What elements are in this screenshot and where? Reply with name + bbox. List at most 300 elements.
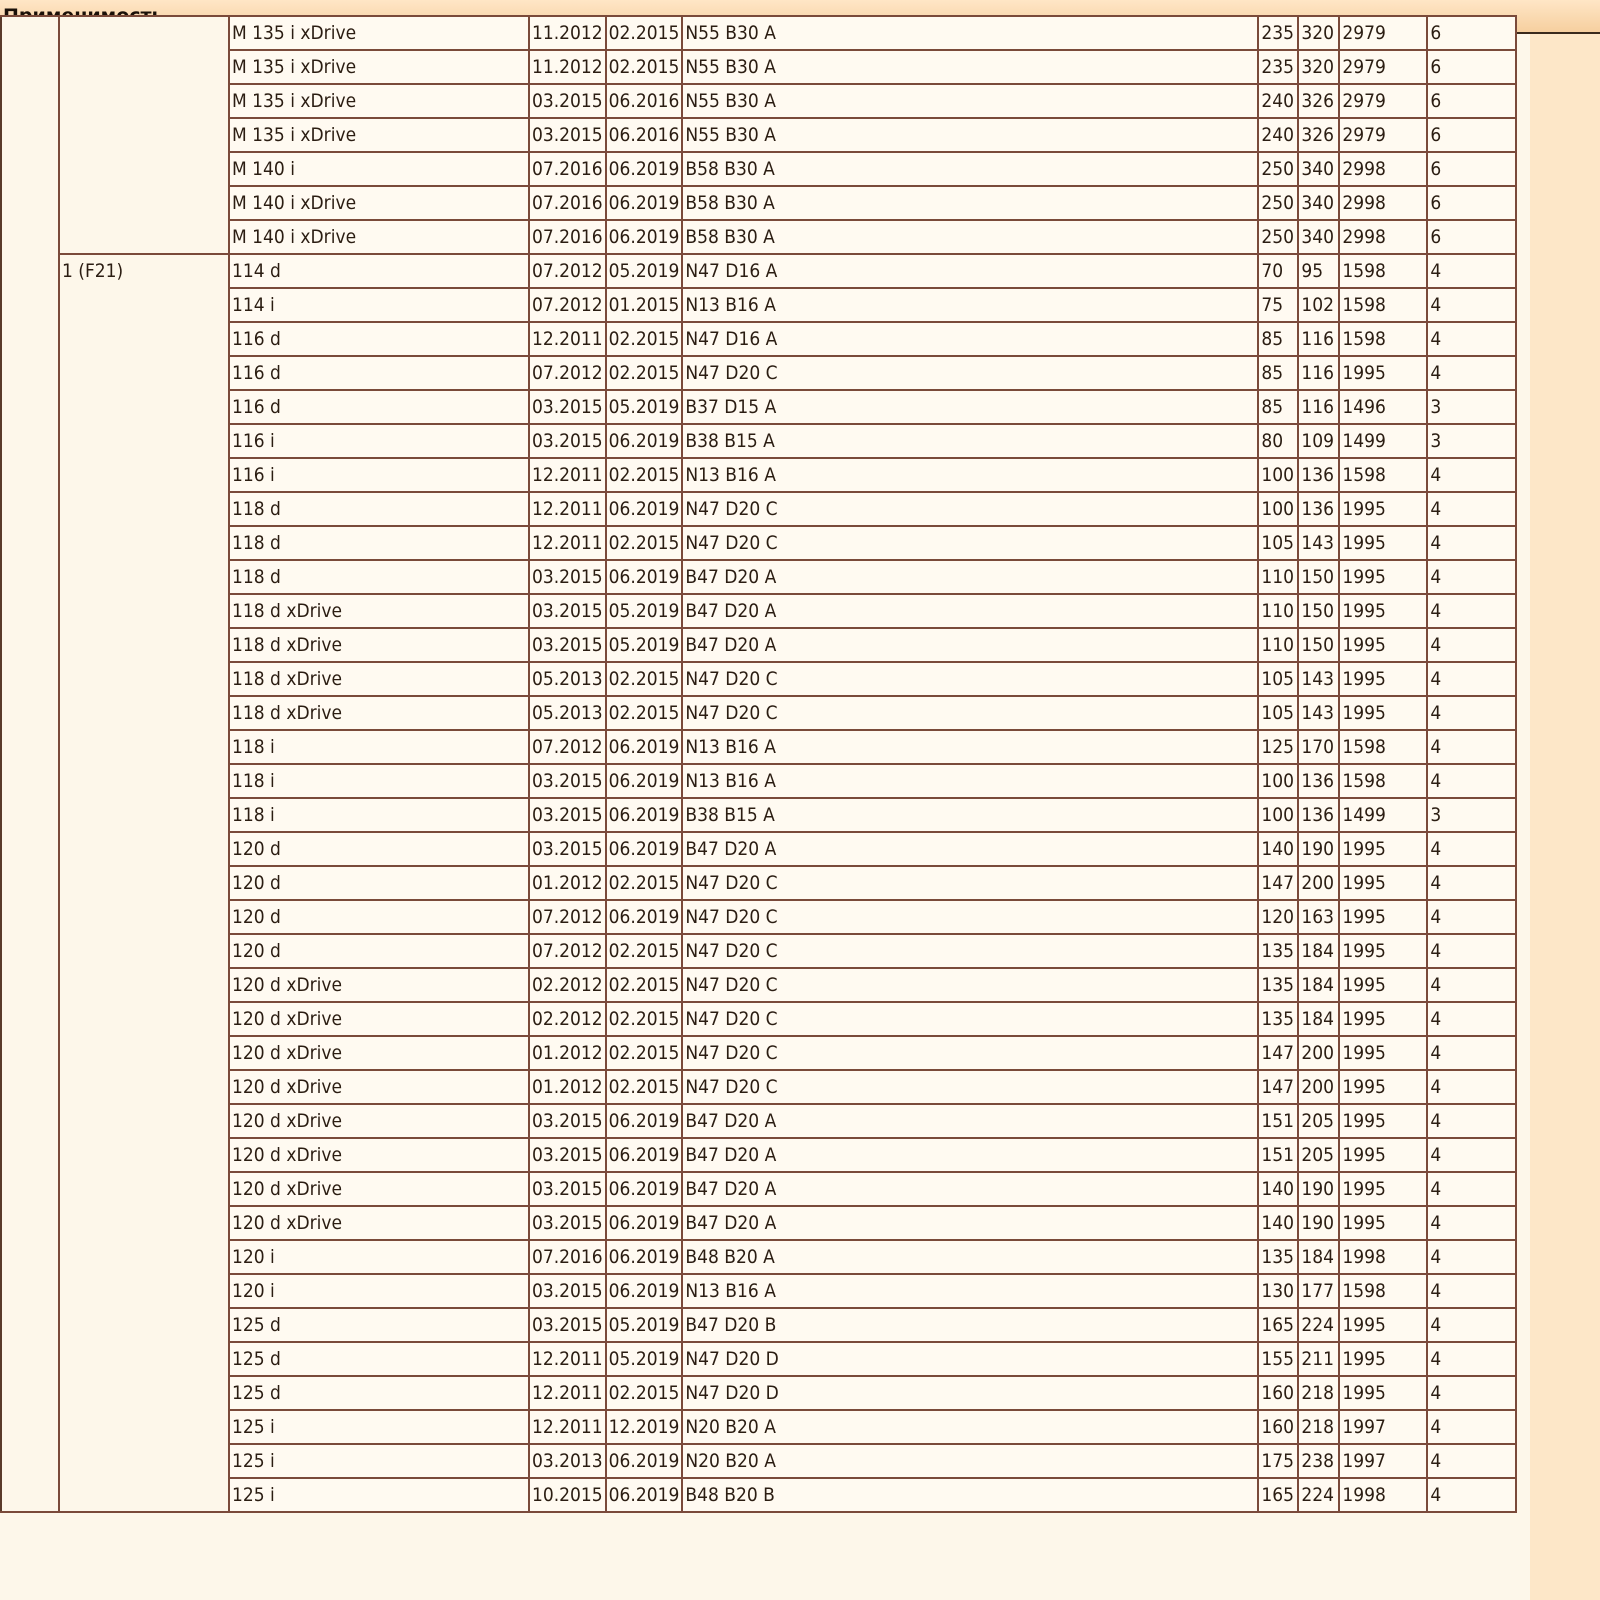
tree-indent-cell xyxy=(1,16,59,1512)
cylinders-cell: 4 xyxy=(1427,1240,1516,1274)
to-date-cell: 02.2015 xyxy=(606,1002,683,1036)
model-cell: M 135 i xDrive xyxy=(229,16,529,50)
model-cell: 120 d xyxy=(229,934,529,968)
to-date-cell: 02.2015 xyxy=(606,1376,683,1410)
engine-code-cell: B47 D20 A xyxy=(682,560,1258,594)
engine-code-cell: B47 D20 A xyxy=(682,1104,1258,1138)
to-date-cell: 05.2019 xyxy=(606,254,683,288)
ccm-cell: 1995 xyxy=(1339,1104,1427,1138)
hp-cell: 150 xyxy=(1298,594,1339,628)
to-date-cell: 02.2015 xyxy=(606,356,683,390)
from-date-cell: 03.2015 xyxy=(529,628,606,662)
engine-code-cell: N47 D20 C xyxy=(682,492,1258,526)
kw-cell: 175 xyxy=(1258,1444,1298,1478)
table-row xyxy=(1,322,1516,356)
engine-code-cell: N47 D20 C xyxy=(682,696,1258,730)
ccm-cell: 1995 xyxy=(1339,900,1427,934)
to-date-cell: 06.2019 xyxy=(606,1444,683,1478)
table-row xyxy=(1,798,1516,832)
model-cell: 120 i xyxy=(229,1274,529,1308)
ccm-cell: 1995 xyxy=(1339,356,1427,390)
from-date-cell: 12.2011 xyxy=(529,1376,606,1410)
hp-cell: 224 xyxy=(1298,1308,1339,1342)
to-date-cell: 02.2015 xyxy=(606,458,683,492)
hp-cell: 150 xyxy=(1298,560,1339,594)
cylinders-cell: 4 xyxy=(1427,1104,1516,1138)
cylinders-cell: 4 xyxy=(1427,356,1516,390)
hp-cell: 109 xyxy=(1298,424,1339,458)
engine-code-cell: N55 B30 A xyxy=(682,50,1258,84)
ccm-cell: 1995 xyxy=(1339,560,1427,594)
cylinders-cell: 4 xyxy=(1427,254,1516,288)
hp-cell: 136 xyxy=(1298,458,1339,492)
to-date-cell: 06.2019 xyxy=(606,764,683,798)
table-row xyxy=(1,866,1516,900)
cylinders-cell: 3 xyxy=(1427,390,1516,424)
model-cell: 120 i xyxy=(229,1240,529,1274)
kw-cell: 85 xyxy=(1258,356,1298,390)
ccm-cell: 1995 xyxy=(1339,696,1427,730)
model-cell: 125 i xyxy=(229,1478,529,1512)
hp-cell: 200 xyxy=(1298,1070,1339,1104)
kw-cell: 240 xyxy=(1258,118,1298,152)
hp-cell: 205 xyxy=(1298,1138,1339,1172)
from-date-cell: 07.2012 xyxy=(529,356,606,390)
table-row xyxy=(1,526,1516,560)
model-cell: 125 i xyxy=(229,1410,529,1444)
from-date-cell: 07.2012 xyxy=(529,254,606,288)
to-date-cell: 02.2015 xyxy=(606,16,683,50)
model-cell: 120 d xDrive xyxy=(229,968,529,1002)
hp-cell: 340 xyxy=(1298,186,1339,220)
engine-code-cell: N47 D20 C xyxy=(682,1002,1258,1036)
model-cell: 120 d xDrive xyxy=(229,1104,529,1138)
ccm-cell: 2979 xyxy=(1339,50,1427,84)
model-cell: M 135 i xDrive xyxy=(229,84,529,118)
to-date-cell: 05.2019 xyxy=(606,390,683,424)
hp-cell: 320 xyxy=(1298,50,1339,84)
hp-cell: 116 xyxy=(1298,356,1339,390)
kw-cell: 75 xyxy=(1258,288,1298,322)
kw-cell: 110 xyxy=(1258,560,1298,594)
ccm-cell: 1598 xyxy=(1339,730,1427,764)
series-group-cell xyxy=(59,16,229,254)
from-date-cell: 07.2016 xyxy=(529,1240,606,1274)
to-date-cell: 06.2016 xyxy=(606,84,683,118)
ccm-cell: 2979 xyxy=(1339,118,1427,152)
kw-cell: 105 xyxy=(1258,696,1298,730)
to-date-cell: 06.2019 xyxy=(606,186,683,220)
model-cell: 120 d xyxy=(229,900,529,934)
cylinders-cell: 4 xyxy=(1427,1206,1516,1240)
table-row xyxy=(1,1410,1516,1444)
ccm-cell: 1598 xyxy=(1339,254,1427,288)
from-date-cell: 07.2012 xyxy=(529,288,606,322)
from-date-cell: 03.2015 xyxy=(529,424,606,458)
model-cell: 120 d xDrive xyxy=(229,1070,529,1104)
kw-cell: 151 xyxy=(1258,1138,1298,1172)
model-cell: 125 d xyxy=(229,1342,529,1376)
kw-cell: 250 xyxy=(1258,186,1298,220)
engine-code-cell: B48 B20 B xyxy=(682,1478,1258,1512)
hp-cell: 238 xyxy=(1298,1444,1339,1478)
hp-cell: 190 xyxy=(1298,1172,1339,1206)
engine-code-cell: B58 B30 A xyxy=(682,186,1258,220)
cylinders-cell: 4 xyxy=(1427,594,1516,628)
table-row xyxy=(1,900,1516,934)
ccm-cell: 1499 xyxy=(1339,424,1427,458)
cylinders-cell: 6 xyxy=(1427,16,1516,50)
to-date-cell: 06.2019 xyxy=(606,424,683,458)
from-date-cell: 03.2015 xyxy=(529,764,606,798)
ccm-cell: 1995 xyxy=(1339,492,1427,526)
kw-cell: 70 xyxy=(1258,254,1298,288)
cylinders-cell: 4 xyxy=(1427,458,1516,492)
hp-cell: 184 xyxy=(1298,934,1339,968)
cylinders-cell: 4 xyxy=(1427,1036,1516,1070)
hp-cell: 211 xyxy=(1298,1342,1339,1376)
from-date-cell: 03.2015 xyxy=(529,84,606,118)
cylinders-cell: 4 xyxy=(1427,1172,1516,1206)
hp-cell: 190 xyxy=(1298,832,1339,866)
from-date-cell: 07.2016 xyxy=(529,220,606,254)
hp-cell: 326 xyxy=(1298,118,1339,152)
table-row xyxy=(1,492,1516,526)
table-row xyxy=(1,1274,1516,1308)
kw-cell: 165 xyxy=(1258,1478,1298,1512)
hp-cell: 184 xyxy=(1298,1240,1339,1274)
from-date-cell: 03.2015 xyxy=(529,1104,606,1138)
table-row xyxy=(1,1240,1516,1274)
cylinders-cell: 4 xyxy=(1427,1342,1516,1376)
cylinders-cell: 4 xyxy=(1427,764,1516,798)
table-row xyxy=(1,1308,1516,1342)
to-date-cell: 05.2019 xyxy=(606,594,683,628)
from-date-cell: 07.2012 xyxy=(529,900,606,934)
cylinders-cell: 4 xyxy=(1427,730,1516,764)
engine-code-cell: N55 B30 A xyxy=(682,118,1258,152)
cylinders-cell: 4 xyxy=(1427,1002,1516,1036)
to-date-cell: 06.2019 xyxy=(606,1104,683,1138)
model-cell: 118 i xyxy=(229,764,529,798)
kw-cell: 105 xyxy=(1258,526,1298,560)
hp-cell: 102 xyxy=(1298,288,1339,322)
to-date-cell: 06.2019 xyxy=(606,492,683,526)
ccm-cell: 2979 xyxy=(1339,16,1427,50)
model-cell: 114 d xyxy=(229,254,529,288)
ccm-cell: 1997 xyxy=(1339,1410,1427,1444)
model-cell: M 135 i xDrive xyxy=(229,50,529,84)
ccm-cell: 1995 xyxy=(1339,594,1427,628)
model-cell: 120 d xyxy=(229,832,529,866)
from-date-cell: 07.2012 xyxy=(529,934,606,968)
kw-cell: 147 xyxy=(1258,1070,1298,1104)
engine-code-cell: N47 D20 C xyxy=(682,1070,1258,1104)
table-row xyxy=(1,84,1516,118)
hp-cell: 136 xyxy=(1298,764,1339,798)
to-date-cell: 06.2019 xyxy=(606,152,683,186)
table-row xyxy=(1,1206,1516,1240)
from-date-cell: 12.2011 xyxy=(529,492,606,526)
cylinders-cell: 4 xyxy=(1427,900,1516,934)
kw-cell: 140 xyxy=(1258,1172,1298,1206)
model-cell: M 140 i xDrive xyxy=(229,186,529,220)
engine-code-cell: B58 B30 A xyxy=(682,152,1258,186)
to-date-cell: 01.2015 xyxy=(606,288,683,322)
to-date-cell: 06.2019 xyxy=(606,798,683,832)
engine-code-cell: B48 B20 A xyxy=(682,1240,1258,1274)
cylinders-cell: 6 xyxy=(1427,50,1516,84)
to-date-cell: 12.2019 xyxy=(606,1410,683,1444)
table-row xyxy=(1,1036,1516,1070)
hp-cell: 136 xyxy=(1298,492,1339,526)
engine-code-cell: N20 B20 A xyxy=(682,1410,1258,1444)
hp-cell: 95 xyxy=(1298,254,1339,288)
model-cell: M 135 i xDrive xyxy=(229,118,529,152)
hp-cell: 320 xyxy=(1298,16,1339,50)
ccm-cell: 1995 xyxy=(1339,526,1427,560)
table-row xyxy=(1,1002,1516,1036)
kw-cell: 160 xyxy=(1258,1376,1298,1410)
hp-cell: 143 xyxy=(1298,696,1339,730)
from-date-cell: 03.2013 xyxy=(529,1444,606,1478)
ccm-cell: 1995 xyxy=(1339,1376,1427,1410)
table-row xyxy=(1,832,1516,866)
hp-cell: 136 xyxy=(1298,798,1339,832)
kw-cell: 155 xyxy=(1258,1342,1298,1376)
cylinders-cell: 4 xyxy=(1427,526,1516,560)
ccm-cell: 1997 xyxy=(1339,1444,1427,1478)
cylinders-cell: 4 xyxy=(1427,1410,1516,1444)
ccm-cell: 1598 xyxy=(1339,322,1427,356)
kw-cell: 250 xyxy=(1258,152,1298,186)
model-cell: 125 d xyxy=(229,1376,529,1410)
engine-code-cell: N47 D20 D xyxy=(682,1376,1258,1410)
cylinders-cell: 4 xyxy=(1427,1376,1516,1410)
hp-cell: 340 xyxy=(1298,220,1339,254)
kw-cell: 135 xyxy=(1258,968,1298,1002)
hp-cell: 205 xyxy=(1298,1104,1339,1138)
kw-cell: 100 xyxy=(1258,458,1298,492)
cylinders-cell: 6 xyxy=(1427,118,1516,152)
right-pane xyxy=(1530,34,1600,1600)
hp-cell: 184 xyxy=(1298,968,1339,1002)
from-date-cell: 03.2015 xyxy=(529,798,606,832)
to-date-cell: 06.2019 xyxy=(606,1172,683,1206)
from-date-cell: 03.2015 xyxy=(529,1138,606,1172)
table-row xyxy=(1,152,1516,186)
ccm-cell: 1995 xyxy=(1339,1206,1427,1240)
engine-code-cell: B47 D20 A xyxy=(682,1172,1258,1206)
kw-cell: 130 xyxy=(1258,1274,1298,1308)
from-date-cell: 03.2015 xyxy=(529,594,606,628)
model-cell: 120 d xyxy=(229,866,529,900)
engine-code-cell: B47 D20 A xyxy=(682,1206,1258,1240)
from-date-cell: 11.2012 xyxy=(529,50,606,84)
engine-code-cell: B47 D20 A xyxy=(682,832,1258,866)
kw-cell: 235 xyxy=(1258,50,1298,84)
from-date-cell: 03.2015 xyxy=(529,1206,606,1240)
table-row xyxy=(1,50,1516,84)
from-date-cell: 05.2013 xyxy=(529,696,606,730)
model-cell: 116 i xyxy=(229,458,529,492)
engine-code-cell: N13 B16 A xyxy=(682,1274,1258,1308)
engine-code-cell: B38 B15 A xyxy=(682,424,1258,458)
engine-code-cell: N13 B16 A xyxy=(682,730,1258,764)
to-date-cell: 06.2019 xyxy=(606,220,683,254)
table-row xyxy=(1,16,1516,50)
applicability-panel[interactable] xyxy=(0,22,1600,1600)
engine-code-cell: N47 D20 C xyxy=(682,526,1258,560)
hp-cell: 184 xyxy=(1298,1002,1339,1036)
model-cell: 125 d xyxy=(229,1308,529,1342)
cylinders-cell: 4 xyxy=(1427,1070,1516,1104)
kw-cell: 100 xyxy=(1258,798,1298,832)
kw-cell: 105 xyxy=(1258,662,1298,696)
from-date-cell: 02.2012 xyxy=(529,1002,606,1036)
engine-code-cell: N47 D20 C xyxy=(682,934,1258,968)
engine-code-cell: B47 D20 A xyxy=(682,1138,1258,1172)
kw-cell: 160 xyxy=(1258,1410,1298,1444)
to-date-cell: 02.2015 xyxy=(606,934,683,968)
ccm-cell: 1998 xyxy=(1339,1478,1427,1512)
kw-cell: 250 xyxy=(1258,220,1298,254)
cylinders-cell: 4 xyxy=(1427,628,1516,662)
to-date-cell: 02.2015 xyxy=(606,322,683,356)
ccm-cell: 1995 xyxy=(1339,1036,1427,1070)
model-cell: 118 d xyxy=(229,492,529,526)
model-cell: 116 d xyxy=(229,356,529,390)
model-cell: 120 d xDrive xyxy=(229,1138,529,1172)
table-row xyxy=(1,458,1516,492)
engine-code-cell: N47 D16 A xyxy=(682,254,1258,288)
cylinders-cell: 6 xyxy=(1427,152,1516,186)
cylinders-cell: 3 xyxy=(1427,424,1516,458)
to-date-cell: 02.2015 xyxy=(606,662,683,696)
table-row xyxy=(1,356,1516,390)
model-cell: 114 i xyxy=(229,288,529,322)
from-date-cell: 03.2015 xyxy=(529,1308,606,1342)
kw-cell: 140 xyxy=(1258,1206,1298,1240)
table-row xyxy=(1,186,1516,220)
hp-cell: 218 xyxy=(1298,1410,1339,1444)
from-date-cell: 07.2016 xyxy=(529,152,606,186)
engine-code-cell: B38 B15 A xyxy=(682,798,1258,832)
cylinders-cell: 4 xyxy=(1427,866,1516,900)
cylinders-cell: 4 xyxy=(1427,968,1516,1002)
to-date-cell: 06.2019 xyxy=(606,1138,683,1172)
table-row xyxy=(1,594,1516,628)
engine-code-cell: N20 B20 A xyxy=(682,1444,1258,1478)
model-cell: 118 i xyxy=(229,730,529,764)
table-row xyxy=(1,1070,1516,1104)
cylinders-cell: 4 xyxy=(1427,322,1516,356)
to-date-cell: 05.2019 xyxy=(606,628,683,662)
from-date-cell: 03.2015 xyxy=(529,560,606,594)
to-date-cell: 06.2019 xyxy=(606,1206,683,1240)
model-cell: 118 d xyxy=(229,560,529,594)
to-date-cell: 06.2019 xyxy=(606,730,683,764)
kw-cell: 151 xyxy=(1258,1104,1298,1138)
cylinders-cell: 6 xyxy=(1427,186,1516,220)
ccm-cell: 1995 xyxy=(1339,1002,1427,1036)
model-cell: 118 d xDrive xyxy=(229,696,529,730)
table-row xyxy=(1,764,1516,798)
model-cell: 116 d xyxy=(229,390,529,424)
table-row xyxy=(1,968,1516,1002)
table-row xyxy=(1,730,1516,764)
to-date-cell: 05.2019 xyxy=(606,1342,683,1376)
table-row xyxy=(1,390,1516,424)
from-date-cell: 03.2015 xyxy=(529,832,606,866)
table-row xyxy=(1,560,1516,594)
ccm-cell: 1598 xyxy=(1339,1274,1427,1308)
ccm-cell: 1995 xyxy=(1339,1308,1427,1342)
engine-code-cell: N47 D16 A xyxy=(682,322,1258,356)
engine-code-cell: N13 B16 A xyxy=(682,288,1258,322)
hp-cell: 200 xyxy=(1298,866,1339,900)
ccm-cell: 1995 xyxy=(1339,662,1427,696)
kw-cell: 165 xyxy=(1258,1308,1298,1342)
kw-cell: 235 xyxy=(1258,16,1298,50)
table-row xyxy=(1,1104,1516,1138)
hp-cell: 200 xyxy=(1298,1036,1339,1070)
from-date-cell: 03.2015 xyxy=(529,1172,606,1206)
from-date-cell: 01.2012 xyxy=(529,866,606,900)
cylinders-cell: 4 xyxy=(1427,288,1516,322)
engine-code-cell: N47 D20 D xyxy=(682,1342,1258,1376)
table-row xyxy=(1,424,1516,458)
cylinders-cell: 4 xyxy=(1427,662,1516,696)
model-cell: 118 d xyxy=(229,526,529,560)
to-date-cell: 02.2015 xyxy=(606,968,683,1002)
model-cell: 118 d xDrive xyxy=(229,594,529,628)
ccm-cell: 1995 xyxy=(1339,1342,1427,1376)
kw-cell: 85 xyxy=(1258,322,1298,356)
to-date-cell: 06.2019 xyxy=(606,900,683,934)
to-date-cell: 06.2019 xyxy=(606,560,683,594)
ccm-cell: 1598 xyxy=(1339,458,1427,492)
ccm-cell: 2998 xyxy=(1339,186,1427,220)
model-cell: 118 i xyxy=(229,798,529,832)
kw-cell: 120 xyxy=(1258,900,1298,934)
hp-cell: 224 xyxy=(1298,1478,1339,1512)
from-date-cell: 03.2015 xyxy=(529,118,606,152)
engine-code-cell: B37 D15 A xyxy=(682,390,1258,424)
to-date-cell: 02.2015 xyxy=(606,1070,683,1104)
kw-cell: 100 xyxy=(1258,764,1298,798)
ccm-cell: 1995 xyxy=(1339,934,1427,968)
table-row xyxy=(1,1342,1516,1376)
cylinders-cell: 4 xyxy=(1427,1478,1516,1512)
to-date-cell: 06.2019 xyxy=(606,1240,683,1274)
ccm-cell: 1995 xyxy=(1339,1070,1427,1104)
hp-cell: 190 xyxy=(1298,1206,1339,1240)
engine-code-cell: N55 B30 A xyxy=(682,16,1258,50)
kw-cell: 135 xyxy=(1258,934,1298,968)
table-row xyxy=(1,1172,1516,1206)
from-date-cell: 07.2012 xyxy=(529,730,606,764)
kw-cell: 147 xyxy=(1258,1036,1298,1070)
cylinders-cell: 4 xyxy=(1427,1444,1516,1478)
table-row xyxy=(1,696,1516,730)
table-row xyxy=(1,254,1516,288)
from-date-cell: 02.2012 xyxy=(529,968,606,1002)
ccm-cell: 1995 xyxy=(1339,1138,1427,1172)
cylinders-cell: 6 xyxy=(1427,84,1516,118)
kw-cell: 135 xyxy=(1258,1240,1298,1274)
from-date-cell: 12.2011 xyxy=(529,1410,606,1444)
